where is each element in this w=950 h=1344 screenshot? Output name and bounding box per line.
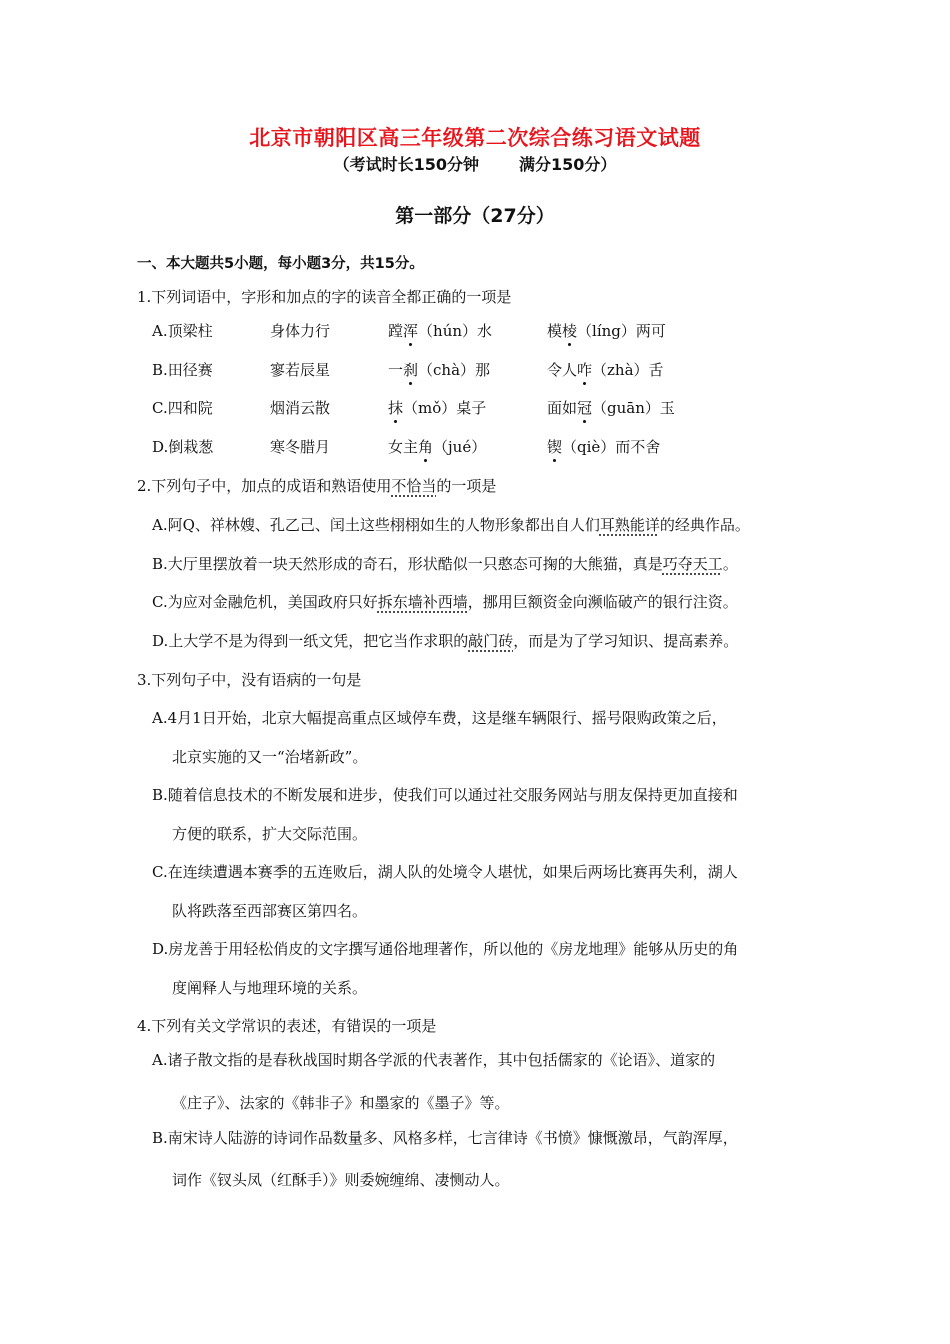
question-2-option-b: B.大厅里摆放着一块天然形成的奇石，形状酷似一只憨态可掬的大熊猫，真是巧夺天工。 <box>152 555 738 573</box>
option-word: 烟消云散 <box>270 399 331 417</box>
question-3-option-c-cont: 队将跌落至西部赛区第四名。 <box>172 902 368 920</box>
question-4-option-a-cont: 《庄子》、法家的《韩非子》和墨家的《墨子》等。 <box>172 1094 510 1112</box>
option-word: 面如冠（guān）玉 <box>547 399 675 417</box>
option-word: 身体力行 <box>270 322 331 340</box>
question-4-stem: 4.下列有关文学常识的表述，有错误的一项是 <box>137 1017 437 1035</box>
question-3-option-d: D.房龙善于用轻松俏皮的文字撰写通俗地理著作，所以他的《房龙地理》能够从历史的角 <box>152 940 739 958</box>
question-3-option-a: A.4月1日开始，北京大幅提高重点区域停车费，这是继车辆限行、摇号限购政策之后， <box>152 709 727 727</box>
option-word: 寒冬腊月 <box>270 438 331 456</box>
question-3-option-b: B.随着信息技术的不断发展和进步，使我们可以通过社交服务网站与朋友保持更加直接和 <box>152 786 738 804</box>
question-3-option-a-cont: 北京实施的又一“治堵新政”。 <box>172 748 368 766</box>
question-3-option-c: C.在连续遭遇本赛季的五连败后，湖人队的处境令人堪忧，如果后两场比赛再失利，湖人 <box>152 863 738 881</box>
option-word: 一刹（chà）那 <box>388 361 491 379</box>
exam-time: （考试时长150分钟 <box>333 155 479 174</box>
option-word: 锲（qiè）而不舍 <box>547 438 661 456</box>
question-4-option-a: A.诸子散文指的是春秋战国时期各学派的代表著作，其中包括儒家的《论语》、道家的 <box>152 1051 716 1069</box>
exam-subtitle <box>0 152 950 175</box>
option-label: A.顶梁柱 <box>152 322 213 340</box>
option-word: 女主角（jué） <box>388 438 487 456</box>
question-4-option-b: B.南宋诗人陆游的诗词作品数量多、风格多样，七言律诗《书愤》慷慨激昂，气韵浑厚， <box>152 1129 738 1147</box>
question-3-option-d-cont: 度阐释人与地理环境的关系。 <box>172 979 368 997</box>
question-3-stem: 3.下列句子中，没有语病的一句是 <box>137 671 362 689</box>
option-label: C.四和院 <box>152 399 213 417</box>
option-label: B.田径赛 <box>152 361 213 379</box>
question-2-stem: 2.下列句子中，加点的成语和熟语使用不恰当的一项是 <box>137 477 497 495</box>
section-heading: 一、本大题共5小题，每小题3分，共15分。 <box>137 256 424 272</box>
option-word: 令人咋（zhà）舌 <box>547 361 664 379</box>
exam-title: 北京市朝阳区高三年级第二次综合练习语文试题 <box>249 126 701 150</box>
dotted-text: 不恰当 <box>391 477 437 495</box>
option-word: 模棱（líng）两可 <box>547 322 666 340</box>
question-2-option-c: C.为应对金融危机，美国政府只好拆东墙补西墙，挪用巨额资金向濒临破产的银行注资。 <box>152 593 738 611</box>
option-word: 蹚浑（hún）水 <box>388 322 493 340</box>
question-2-option-d: D.上大学不是为得到一纸文凭，把它当作求职的敲门砖，而是为了学习知识、提高素养。 <box>152 632 739 650</box>
question-3-option-b-cont: 方便的联系，扩大交际范围。 <box>172 825 368 843</box>
option-label: D.倒栽葱 <box>152 438 214 456</box>
option-word: 抹（mǒ）桌子 <box>388 399 487 417</box>
question-2-option-a: A.阿Q、祥林嫂、孔乙己、闰土这些栩栩如生的人物形象都出自人们耳熟能详的经典作品。 <box>152 516 750 534</box>
full-score: 满分150分） <box>519 155 617 174</box>
option-word: 寥若辰星 <box>270 361 331 379</box>
question-1-stem: 1.下列词语中，字形和加点的字的读音全都正确的一项是 <box>137 288 512 306</box>
question-4-option-b-cont: 词作《钗头凤（红酥手）》则委婉缠绵、凄恻动人。 <box>172 1171 510 1189</box>
part-heading: 第一部分（27分） <box>395 205 555 227</box>
